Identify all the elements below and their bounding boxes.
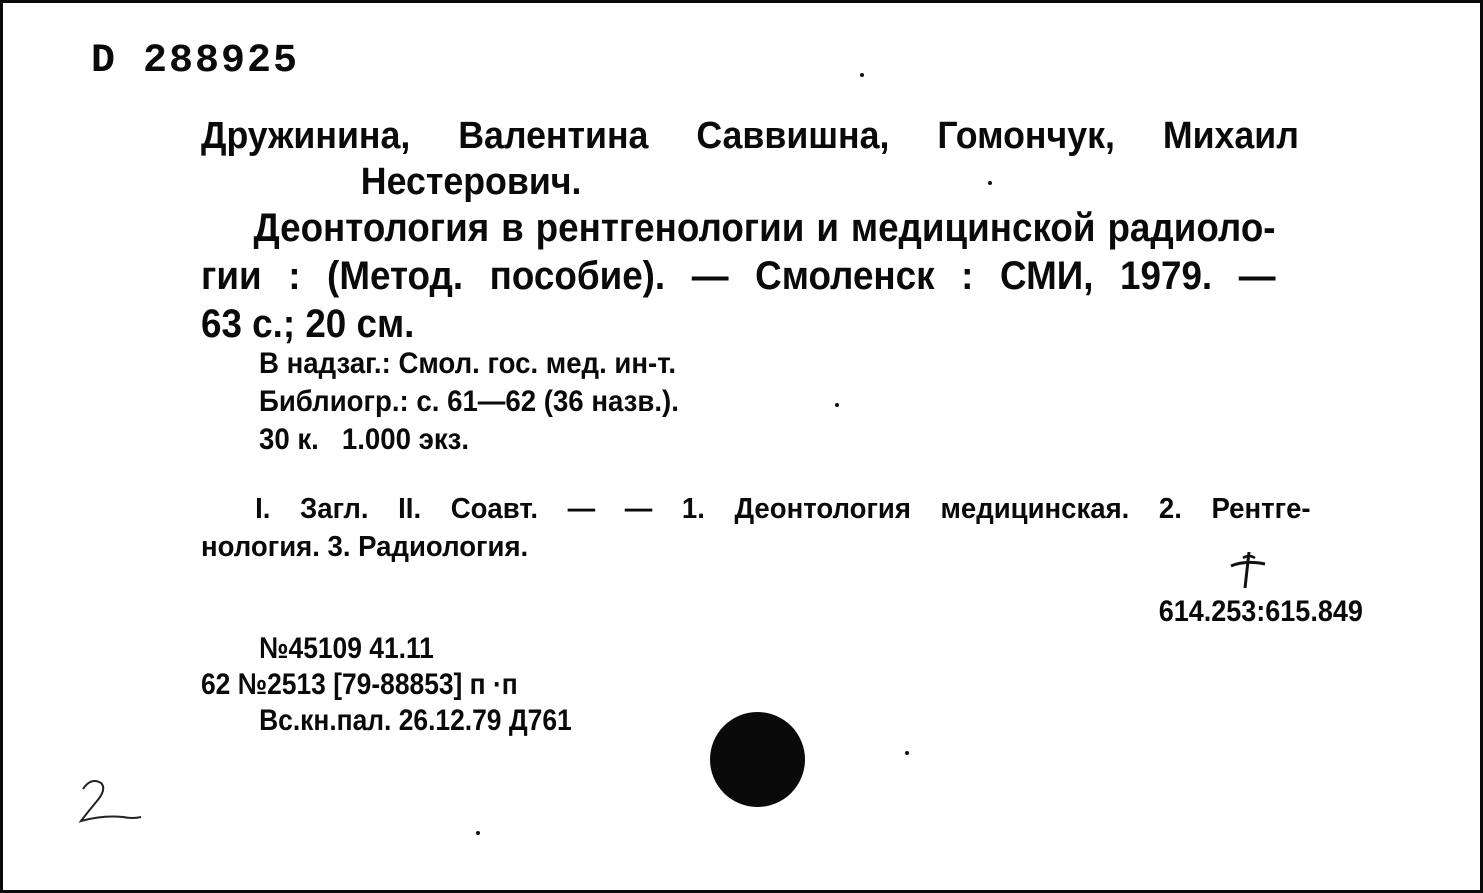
notes-block [259, 345, 679, 459]
punch-hole [710, 712, 805, 807]
speck [476, 831, 480, 835]
bibliographic-description [201, 204, 1276, 348]
handwritten-mark-icon [73, 773, 153, 833]
author-heading-line-1: Дружинина, Валентина Саввишна, Гомончук, Михаил [201, 115, 1299, 157]
card-number: D 288925 [91, 39, 300, 84]
note-line-3: 30 к. 1.000 экз. [259, 423, 470, 456]
description-line-2: гии : (Метод. пособие). — Смоленск : СМИ, 1979. — [201, 254, 1276, 298]
note-line-1: В надзаг.: Смол. гос. мед. ин-т. [259, 347, 677, 380]
author-heading [201, 113, 1299, 205]
imprint-block [201, 631, 572, 739]
speck [905, 751, 909, 755]
note-line-2: Библиогр.: с. 61—62 (36 назв.). [259, 385, 679, 418]
udc-classification: 614.253:615.849 [1158, 595, 1363, 628]
imprint-line-1: №45109 41.11 [259, 632, 434, 665]
pen-mark-icon [1225, 548, 1271, 594]
tracing-line-2: нология. 3. Радиология. [201, 531, 529, 563]
author-heading-line-2: Нестерович. [360, 161, 582, 203]
speck [860, 73, 864, 77]
imprint-line-3: Вс.кн.пал. 26.12.79 Д761 [259, 704, 572, 737]
speck [988, 181, 992, 185]
description-line-3: 63 с.; 20 см. [201, 302, 415, 346]
speck [835, 403, 839, 407]
imprint-line-2: 62 №2513 [79-88853] п ·п [201, 668, 518, 701]
tracing-block [201, 490, 1311, 566]
description-line-1: Деонтология в рентгенологии и медицинской радиоло- [253, 206, 1276, 250]
tracing-line-1: I. Загл. II. Соавт. — — 1. Деонтология медицинская. 2. Рентге- [255, 493, 1311, 525]
